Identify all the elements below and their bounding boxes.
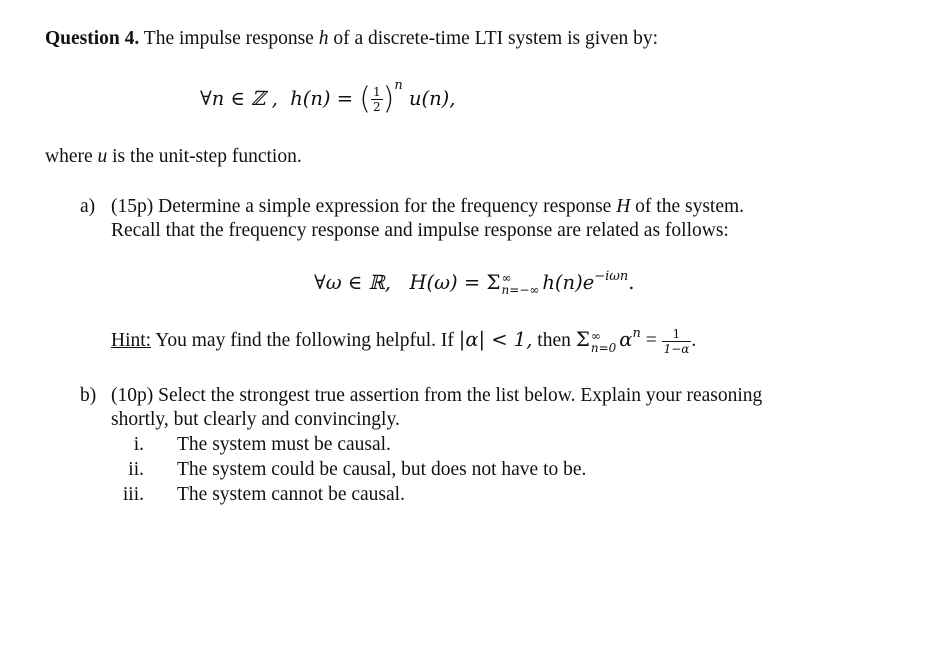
question-intro-suffix: of a discrete-time LTI system is given by:: [333, 28, 659, 49]
eq1-lhs: h(n) =: [290, 87, 354, 110]
hint-fraction: $\frac{1}{1-\alpha}$: [663, 327, 690, 357]
hint-text: You may find the following helpful. If: [155, 330, 454, 351]
equation-impulse-response: ∀n ∈ ℤ , h(n) = ( $\frac{1}{2}$ )$^n$ u(n),: [200, 78, 456, 117]
question-title: Question 4.: [45, 28, 140, 49]
hint-sigma-symbol: Σ: [575, 327, 590, 351]
hint-label: Hint:: [111, 330, 152, 351]
question-intro-var: h: [318, 28, 329, 49]
part-a-text-line2: Recall that the frequency response and impulse response are related as follows:: [111, 220, 729, 241]
option-number: iii.: [122, 484, 144, 505]
part-a-label: a): [80, 196, 96, 217]
option-number: ii.: [128, 459, 144, 480]
part-b-text-line1: (10p) Select the strongest true assertion from the list below. Explain your reasoning: [111, 385, 763, 406]
eqa-sum-limits: ∞ n=−∞: [501, 270, 540, 297]
hint-line: Hint: You may find the following helpful. If |α| < 1, then Σ ∞ n=0 $\alpha^n$ = $\frac{1}{1-\alpha}$ .: [111, 326, 697, 357]
option-number: i.: [133, 434, 144, 455]
part-a-text: (15p) Determine a simple expression for the frequency response H of the system.: [111, 196, 745, 217]
equation-frequency-response: ∀ω ∈ ℝ, H(ω) = Σ ∞ n=−∞ $h(n)e^{-i\omega n}$.: [314, 269, 635, 297]
eqa-lhs: H(ω) =: [409, 271, 481, 294]
sigma-symbol: Σ: [486, 270, 501, 294]
option-text: The system cannot be causal.: [177, 484, 405, 505]
part-b-text-line2: shortly, but clearly and convincingly.: [111, 409, 400, 430]
option-text: The system could be causal, but does not have to be.: [177, 459, 587, 480]
eq1-forall: ∀n ∈ ℤ ,: [200, 87, 278, 110]
eq1-rhs: u(n),: [408, 87, 456, 110]
hint-cond: |α| < 1,: [458, 328, 533, 351]
part-b-label: b): [80, 385, 97, 406]
where-line: where u is the unit-step function.: [45, 146, 302, 167]
hint-sum-limits: ∞ n=0: [590, 328, 617, 355]
eq1-fraction: $\frac{1}{2}$: [373, 85, 381, 114]
question-intro-prefix: The impulse response: [143, 28, 314, 49]
eqa-body: h(n)e: [542, 271, 595, 294]
eqa-exponent: −iωn: [594, 269, 629, 284]
eqa-forall: ∀ω ∈ ℝ,: [314, 271, 391, 294]
option-text: The system must be causal.: [177, 434, 391, 455]
question-header: [45, 27, 658, 51]
eq1-exponent: n: [394, 78, 403, 93]
